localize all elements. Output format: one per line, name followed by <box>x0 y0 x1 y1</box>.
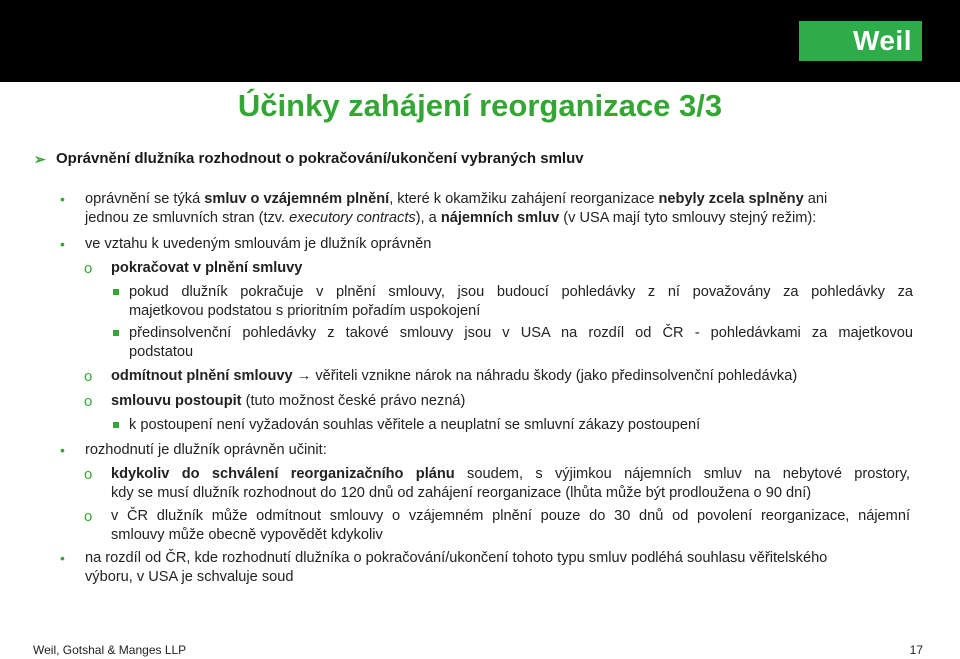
square-bullet-icon <box>113 330 119 336</box>
circle-bullet-icon: o <box>84 368 93 385</box>
weil-logo <box>799 21 922 61</box>
circle-bullet-icon: o <box>84 466 93 483</box>
logo-text: Weil <box>852 25 912 56</box>
circle-bullet-icon: o <box>84 393 93 410</box>
subheading-text: Oprávnění dlužníka rozhodnout o pokračování/ukončení vybraných smluv <box>56 150 584 167</box>
dot-bullet-icon: • <box>60 236 65 252</box>
circle-bullet-icon: o <box>84 260 93 277</box>
circle-bullet-icon: o <box>84 508 93 525</box>
dot-bullet-icon: • <box>60 550 65 566</box>
arrow-right-icon: → <box>296 368 312 384</box>
page-number: 17 <box>909 643 923 657</box>
square-bullet-icon <box>113 289 119 295</box>
slide-title: Účinky zahájení reorganizace 3/3 <box>237 88 723 123</box>
dot-bullet-icon: • <box>60 191 65 207</box>
arrow-bullet-icon: ➢ <box>34 151 46 167</box>
footer-firm-name: Weil, Gotshal & Manges LLP <box>33 643 187 657</box>
square-bullet-icon <box>113 422 119 428</box>
dot-bullet-icon: • <box>60 442 65 458</box>
